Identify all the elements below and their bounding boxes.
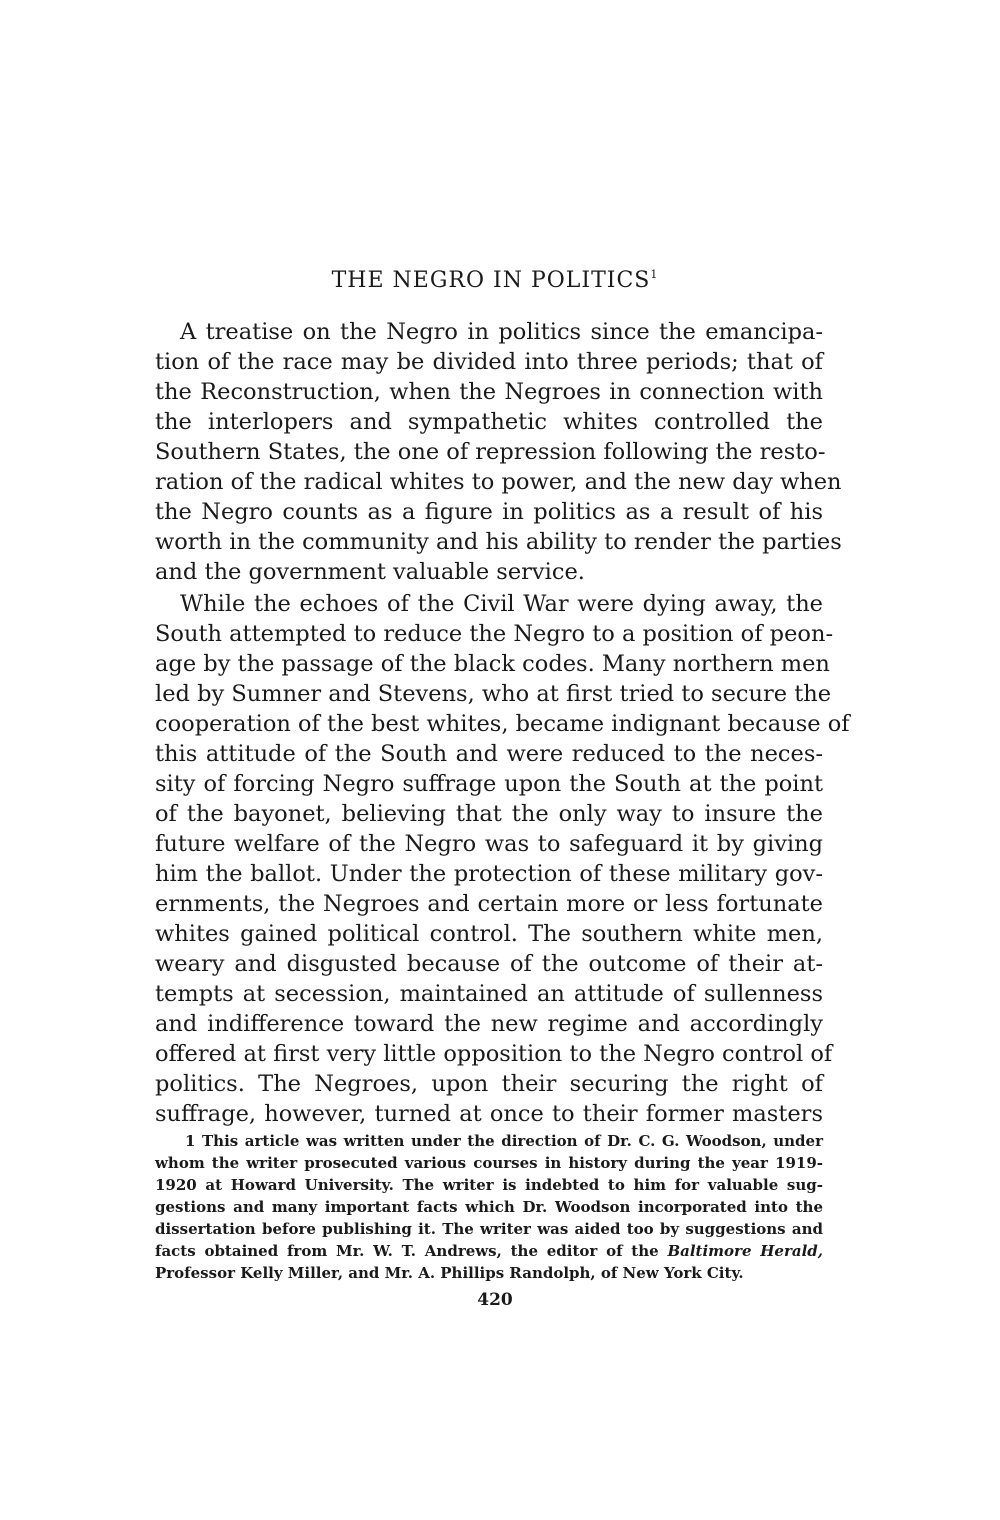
body-line: politics. The Negroes, upon their securing the right of <box>155 1071 823 1097</box>
body-line: suffrage, however, turned at once to their former masters <box>155 1101 823 1127</box>
footnote-italic-publication: Baltimore Herald, <box>667 1242 823 1260</box>
body-line: Southern States, the one of repression following the resto- <box>155 439 826 465</box>
page-number: 420 <box>477 1290 513 1310</box>
footnote-line: 1920 at Howard University. The writer is indebted to him for valuable sug- <box>155 1176 823 1194</box>
body-line: age by the passage of the black codes. Many northern men <box>155 651 830 677</box>
body-line: led by Sumner and Stevens, who at first tried to secure the <box>155 681 832 707</box>
body-line: whites gained political control. The southern white men, <box>155 921 823 947</box>
body-line: South attempted to reduce the Negro to a position of peon- <box>155 621 834 647</box>
body-line: the Negro counts as a figure in politics as a result of his <box>155 499 823 525</box>
body-line: tempts at secession, maintained an attitude of sullenness <box>155 981 823 1007</box>
body-line: weary and disgusted because of the outcome of their at- <box>155 951 823 977</box>
body-line: While the echoes of the Civil War were dying away, the <box>180 591 823 617</box>
body-line: worth in the community and his ability to render the parties <box>155 529 842 555</box>
body-line: ration of the radical whites to power, and the new day when <box>155 469 842 495</box>
body-line: the Reconstruction, when the Negroes in connection with <box>155 379 823 405</box>
body-line: him the ballot. Under the protection of these military gov- <box>155 861 823 887</box>
body-line: cooperation of the best whites, became indignant because of <box>155 711 850 737</box>
body-line: sity of forcing Negro suffrage upon the South at the point <box>155 771 823 797</box>
footnote-line: Professor Kelly Miller, and Mr. A. Phillips Randolph, of New York City. <box>155 1264 744 1282</box>
body-line: tion of the race may be divided into three periods; that of <box>155 349 823 375</box>
footnote-line-text: facts obtained from Mr. W. T. Andrews, the editor of the <box>155 1242 659 1260</box>
body-line: offered at first very little opposition to the Negro control of <box>155 1041 833 1067</box>
body-line: future welfare of the Negro was to safeguard it by giving <box>155 831 823 857</box>
article-title: THE NEGRO IN POLITICS$^1$ <box>331 268 659 293</box>
body-line: of the bayonet, believing that the only way to insure the <box>155 801 823 827</box>
footnote-line: whom the writer prosecuted various courses in history during the year 1919- <box>155 1154 823 1172</box>
title-footnote-mark: 1 <box>650 268 659 281</box>
body-line: this attitude of the South and were reduced to the neces- <box>155 741 823 767</box>
body-line: A treatise on the Negro in politics since the emancipa- <box>180 319 823 345</box>
footnote-line: dissertation before publishing it. The writer was aided too by suggestions and <box>155 1220 823 1238</box>
body-line: and the government valuable service. <box>155 559 585 585</box>
footnote-line: 1 This article was written under the direction of Dr. C. G. Woodson, under <box>185 1132 823 1150</box>
footnote-line: gestions and many important facts which Dr. Woodson incorporated into the <box>155 1198 823 1216</box>
body-line: the interlopers and sympathetic whites controlled the <box>155 409 823 435</box>
body-line: ernments, the Negroes and certain more or less fortunate <box>155 891 823 917</box>
footnote-line-with-italic <box>155 1240 823 1262</box>
body-line: and indifference toward the new regime and accordingly <box>155 1011 823 1037</box>
